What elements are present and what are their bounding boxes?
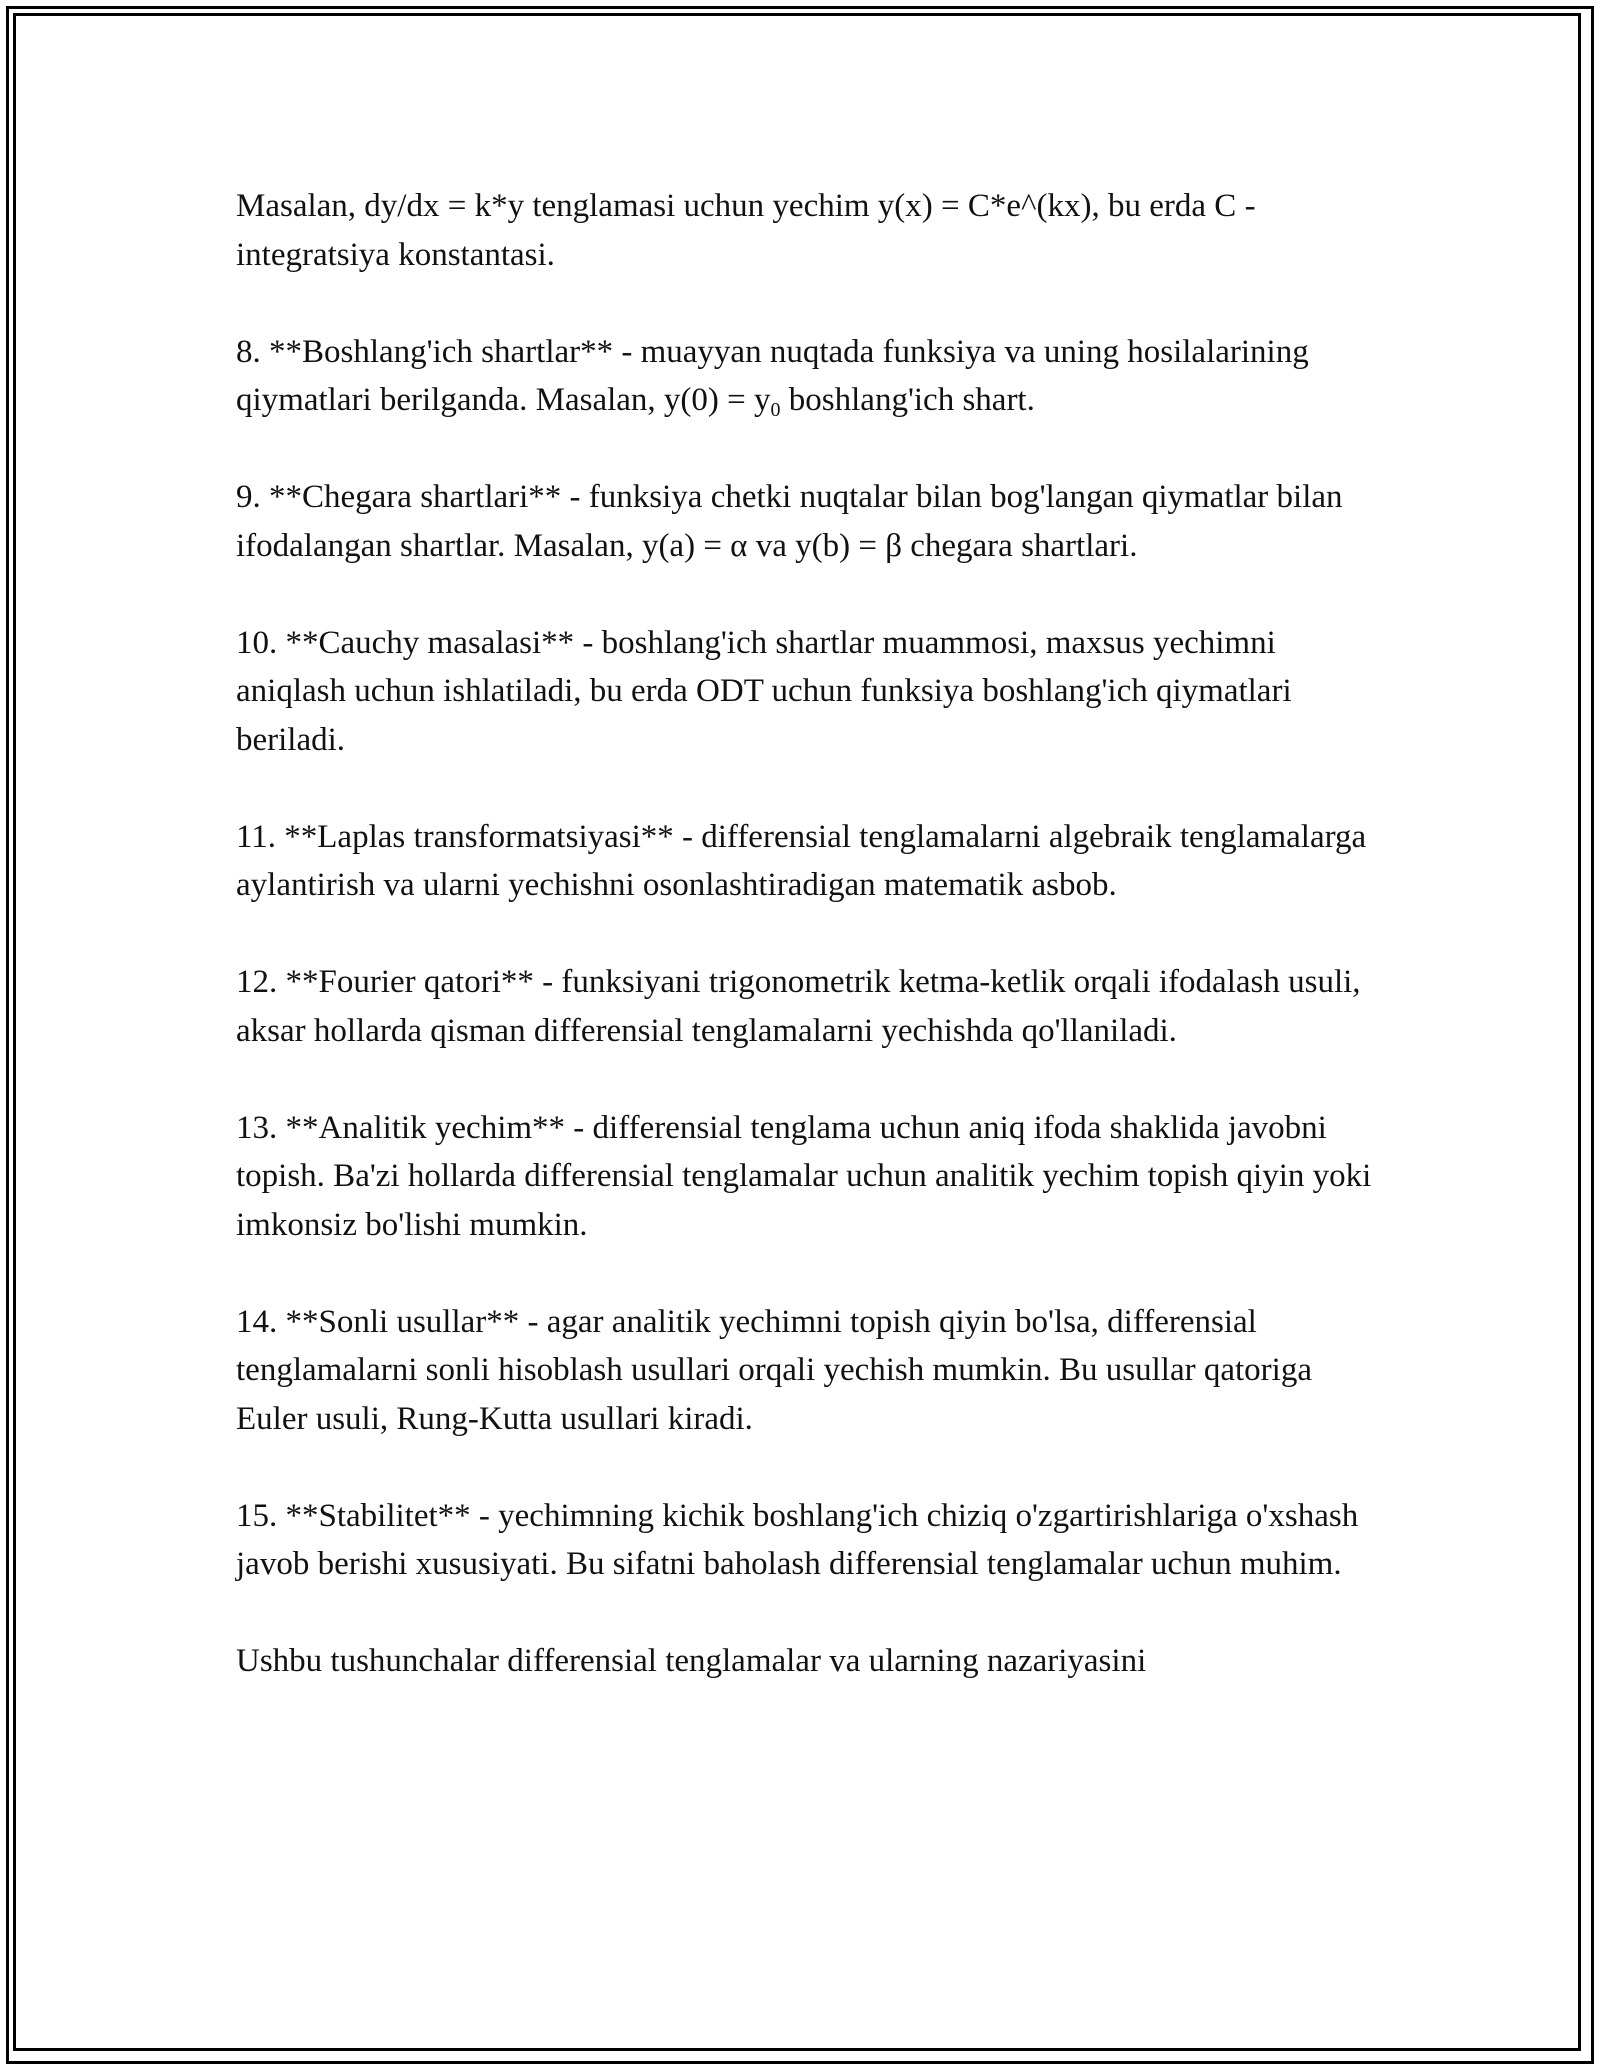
- paragraph-initial-conditions-tail: boshlang'ich shart.: [780, 382, 1035, 418]
- paragraph-initial-conditions-text: 8. **Boshlang'ich shartlar** - muayyan nuqtada funksiya va uning hosilalarining qiymatlari berilganda. Masalan, y(0) = y: [236, 333, 1309, 418]
- paragraph-example-solution: Masalan, dy/dx = k*y tenglamasi uchun yechim y(x) = C*e^(kx), bu erda C - integratsiya konstantasi.: [236, 188, 1256, 273]
- paragraph-cauchy-problem: 10. **Cauchy masalasi** - boshlang'ich shartlar muammosi, maxsus yechimni aniqlash uchun ishlatiladi, bu erda ODT uchun funksiya boshlang'ich qiymatlari beriladi.: [236, 624, 1292, 758]
- paragraph-numerical-methods: 14. **Sonli usullar** - agar analitik yechimni topish qiyin bo'lsa, differensial tenglamalarni sonli hisoblash usullari orqali yechish mumkin. Bu usullar qatoriga Euler usuli, Rung-Kutta usullari kiradi.: [236, 1303, 1312, 1437]
- paragraph-analytic-solution: 13. **Analitik yechim** - differensial tenglama uchun aniq ifoda shaklida javobni topish. Ba'zi hollarda differensial tenglamalar uchun analitik yechim topish qiyin yoki imkonsiz bo'lishi mumkin.: [236, 1109, 1372, 1243]
- document-body: [236, 182, 1376, 1734]
- paragraph-initial-conditions: [236, 328, 1376, 425]
- paragraph-fourier-series: 12. **Fourier qatori** - funksiyani trigonometrik ketma-ketlik orqali ifodalash usuli, aksar hollarda qisman differensial tenglamalarni yechishda qo'llaniladi.: [236, 964, 1361, 1049]
- paragraph-boundary-conditions: 9. **Chegara shartlari** - funksiya chetki nuqtalar bilan bog'langan qiymatlar bilan ifodalangan shartlar. Masalan, y(a) = α va y(b) = β chegara shartlari.: [236, 479, 1343, 564]
- paragraph-laplace-transform: 11. **Laplas transformatsiyasi** - differensial tenglamalarni algebraik tenglamalarga aylantirish va ularni yechishni osonlashtiradigan matematik asbob.: [236, 818, 1367, 903]
- paragraph-stability: 15. **Stabilitet** - yechimning kichik boshlang'ich chiziq o'zgartirishlariga o'xshash javob berishi xususiyati. Bu sifatni baholash differensial tenglamalar uchun muhim.: [236, 1497, 1359, 1582]
- paragraph-conclusion: Ushbu tushunchalar differensial tenglamalar va ularning nazariyasini: [236, 1643, 1147, 1679]
- subscript-zero: 0: [770, 399, 781, 421]
